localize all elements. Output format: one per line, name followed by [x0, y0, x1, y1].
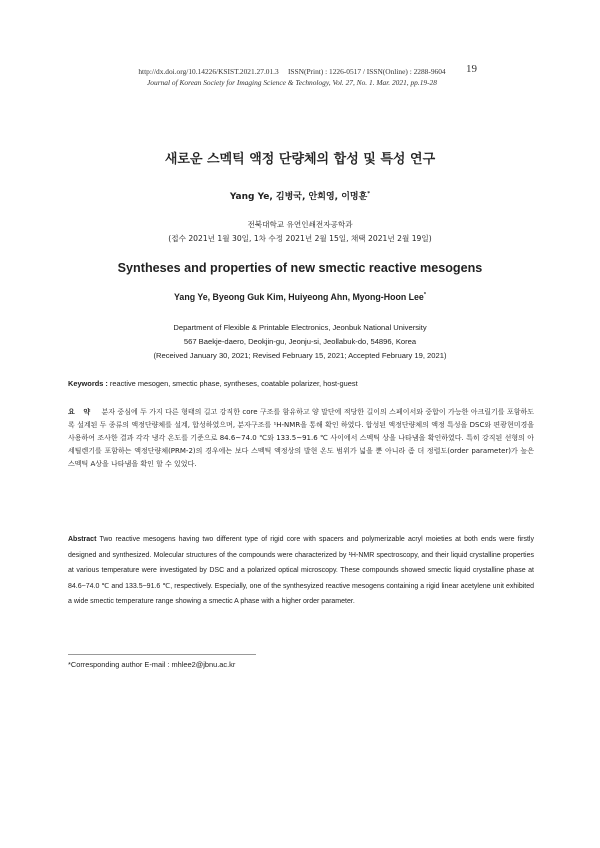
english-affiliation-block — [0, 321, 600, 363]
english-abstract — [68, 532, 534, 610]
english-affiliation-line1: Department of Flexible & Printable Electronics, Jeonbuk National University — [173, 323, 427, 332]
running-header — [92, 66, 492, 88]
corresponding-author-footnote: *Corresponding author E-mail : mhlee2@jbnu.ac.kr — [68, 660, 236, 669]
english-title: Syntheses and properties of new smectic reactive mesogens — [117, 261, 483, 275]
korean-authors — [0, 189, 600, 202]
journal-line: Journal of Korean Society for Imaging Science & Technology, Vol. 27, No. 1. Mar. 2021, pp.19-28 — [147, 78, 437, 87]
english-dates: (Received January 30, 2021; Revised February 15, 2021; Accepted February 19, 2021) — [153, 351, 447, 360]
page-number: 19 — [466, 63, 477, 75]
english-authors — [0, 292, 600, 302]
corresponding-mark: * — [367, 191, 371, 197]
doi-line: http://dx.doi.org/10.14226/KSIST.2021.27.01.3 ISSN(Print) : 1226-0517 / ISSN(Online) : 2288-9604 — [138, 67, 446, 76]
keywords-text: reactive mesogen, smectic phase, syntheses, coatable polarizer, host-guest — [109, 379, 358, 388]
english-abstract-text: Two reactive mesogens having two different type of rigid core with spacers and polymerizable acryl moieties at both ends were firstly designed and synthesized. Molecular structures of the compounds were characterized by ¹H-NMR spectroscopy, and their liquid crystalline properties at various temperature were investigated by DSC and a polarized optical microscopy. These compounds showed smectic liquid crystalline phase at 84.6~74.0 ℃ and 133.5~91.6 ℃, respectively. Especially, one of the synthesyized reactive mesogens containing a rigid linear acetylene unit exhibited a wide smectic temperature range showing a smectic A phase with a higher order parameter. — [68, 536, 534, 605]
korean-abstract-label: 요 약 — [68, 408, 94, 416]
korean-abstract — [68, 406, 534, 471]
english-affiliation-line2: 567 Baekje-daero, Deokjin-gu, Jeonju-si, Jeollabuk-do, 54896, Korea — [183, 337, 417, 346]
korean-dates: (접수 2021년 1월 30일, 1차 수정 2021년 2월 15일, 채택 2021년 2월 19일) — [168, 234, 432, 243]
korean-abstract-text: 분자 중심에 두 가지 다른 형태의 길고 강직한 core 구조를 함유하고 양 말단에 적당한 길이의 스페이서와 중합이 가능한 아크릴기를 포함하도록 설계된 두 종류의 액정단량체를 설계, 합성하였으며, 분자구조를 ¹H-NMR을 통해 확인 하였다. 합성된 액정단량체의 액정 특성을 DSC와 편광현미경을 사용하여 조사한 결과 각각 냉각 온도를 기준으로 84.6~74.0 ℃와 133.5~91.6 ℃ 사이에서 스멕틱 상을 나타냄을 확인하였다. 특히 강직된 선형의 아세틸렌기를 포함하는 액정단량체(PRM-2)의 경우에는 보다 스멕틱 액정상의 발현 온도 범위가 넓을 뿐 아니라 좀 더 정렬도(order parameter)가 높은 스멕틱 A상을 나타냄을 확인 할 수 있었다. — [68, 408, 534, 469]
corresponding-mark: * — [423, 292, 426, 299]
english-abstract-label: Abstract — [68, 536, 97, 543]
keywords — [68, 379, 538, 388]
korean-title: 새로운 스멕틱 액정 단량체의 합성 및 특성 연구 — [164, 152, 436, 167]
footnote-rule — [68, 654, 256, 655]
korean-affiliation-block — [0, 218, 600, 246]
korean-author-names: Yang Ye, 김병국, 안희영, 이명훈 — [229, 192, 368, 202]
keywords-label: Keywords : — [68, 379, 108, 388]
english-author-names: Yang Ye, Byeong Guk Kim, Huiyeong Ahn, Myong-Hoon Lee — [174, 292, 424, 302]
korean-affiliation: 전북대학교 유연인쇄전자공학과 — [247, 220, 353, 229]
